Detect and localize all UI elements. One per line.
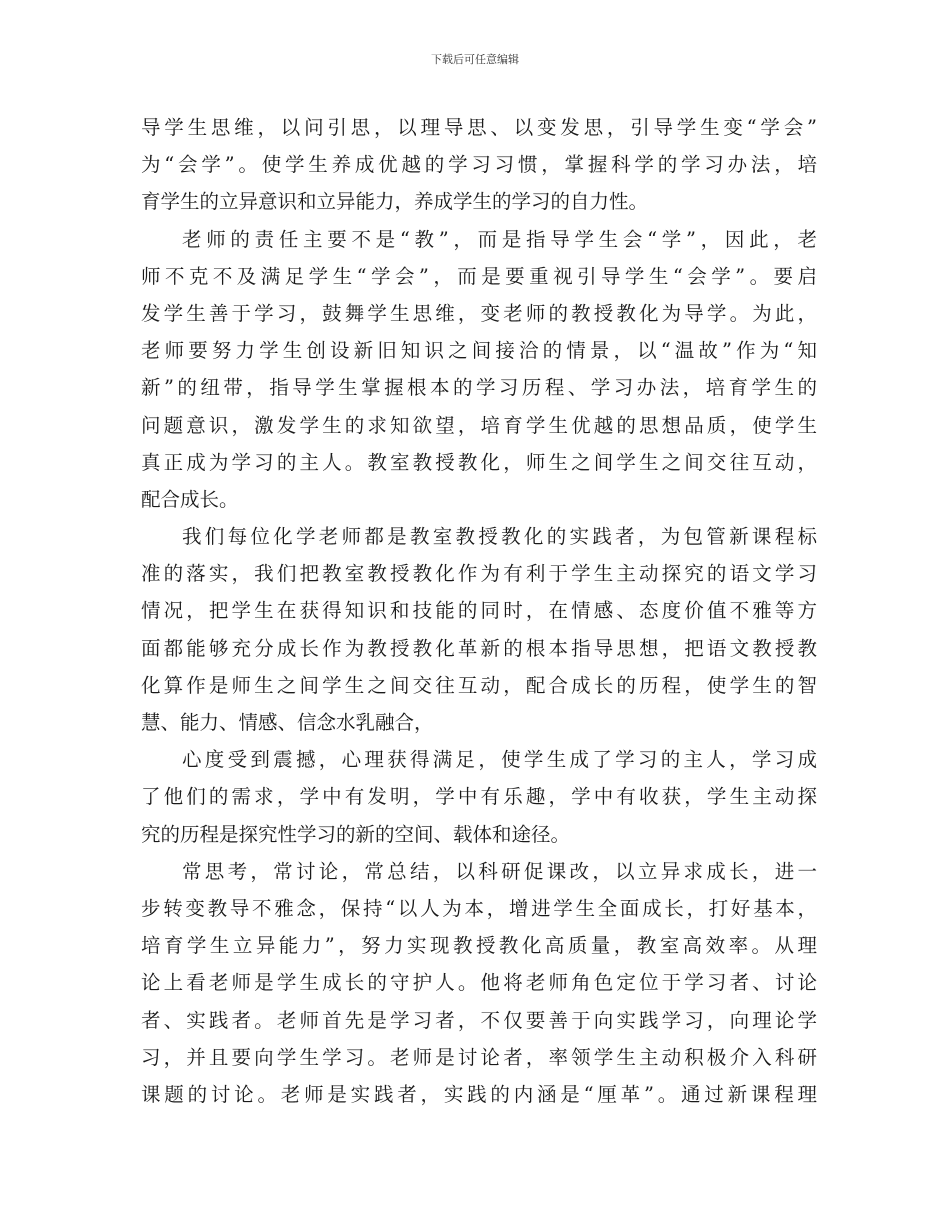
text-line: 步转变教导不雅念，保持“以人为本，增进学生全面成长，打好基本， xyxy=(141,896,817,920)
text-line: 问题意识，激发学生的求知欲望，培育学生优越的思想品质，使学生 xyxy=(141,413,817,437)
text-line: 老师的责任主要不是“教”，而是指导学生会“学”，因此，老 xyxy=(182,227,817,251)
text-line: 培育学生立异能力”，努力实现教授教化高质量，教室高效率。从理 xyxy=(141,934,817,958)
text-line: 真正成为学习的主人。教室教授教化，师生之间学生之间交往互动， xyxy=(141,450,817,474)
text-line: 慧、能力、情感、信念水乳融合， xyxy=(141,711,434,734)
text-line: 心度受到震撼，心理获得满足，使学生成了学习的主人，学习成 xyxy=(182,748,817,772)
text-line: 育学生的立异意识和立异能力，养成学生的学习的自力性。 xyxy=(141,190,649,214)
text-line: 习，并且要向学生学习。老师是讨论者，率领学生主动积极介入科研 xyxy=(141,1045,817,1069)
text-line: 情况，把学生在获得知识和技能的同时，在情感、态度价值不雅等方 xyxy=(141,599,817,623)
body-text xyxy=(141,109,817,1113)
text-line: 老师要努力学生创设新旧知识之间接洽的情景，以“温故”作为“知 xyxy=(141,339,817,363)
text-line: 为“会学”。使学生养成优越的学习习惯，掌握科学的学习办法，培 xyxy=(141,153,817,177)
text-line: 配合成长。 xyxy=(141,487,239,511)
page-header: 下载后可任意编辑 xyxy=(431,53,519,66)
text-line: 发学生善于学习，鼓舞学生思维，变老师的教授教化为导学。为此， xyxy=(141,301,817,325)
text-line: 导学生思维，以问引思，以理导思、以变发思，引导学生变“学会” xyxy=(141,116,817,139)
text-line: 者、实践者。老师首先是学习者，不仅要善于向实践学习，向理论学 xyxy=(141,1008,817,1032)
text-line: 新”的纽带，指导学生掌握根本的学习历程、学习办法，培育学生的 xyxy=(141,376,817,400)
text-line: 了他们的需求，学中有发明，学中有乐趣，学中有收获，学生主动探 xyxy=(141,785,817,809)
text-line: 面都能够充分成长作为教授教化革新的根本指导思想，把语文教授教 xyxy=(141,636,817,660)
text-line: 常思考，常讨论，常总结，以科研促课改，以立异求成长，进一 xyxy=(182,859,817,883)
text-line: 准的落实，我们把教室教授教化作为有利于学生主动探究的语文学习 xyxy=(141,562,817,586)
text-line: 师不克不及满足学生“学会”，而是要重视引导学生“会学”。要启 xyxy=(141,264,817,288)
text-line: 我们每位化学老师都是教室教授教化的实践者，为包管新课程标 xyxy=(182,525,817,549)
text-line: 课题的讨论。老师是实践者，实践的内涵是“厘革”。通过新课程理 xyxy=(141,1082,817,1106)
text-line: 论上看老师是学生成长的守护人。他将老师角色定位于学习者、讨论 xyxy=(141,971,817,995)
text-line: 化算作是师生之间学生之间交往互动，配合成长的历程，使学生的智 xyxy=(141,673,817,697)
text-line: 究的历程是探究性学习的新的空间、载体和途径。 xyxy=(141,822,571,846)
